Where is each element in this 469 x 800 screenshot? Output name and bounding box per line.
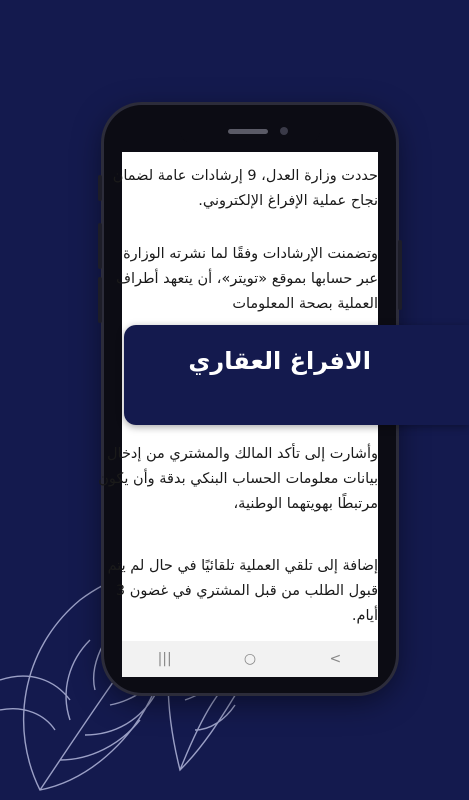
android-nav-bar bbox=[122, 641, 378, 677]
article-paragraph: وأشارت إلى تأكد المالك والمشتري من إدخال بيانات معلومات الحساب البنكي بدقة وأن يكون مرتبطًا بهويتهما الوطنية، bbox=[98, 446, 378, 512]
side-button-right bbox=[398, 240, 402, 310]
article-paragraph: حددت وزارة العدل، 9 إرشادات عامة لضمان نجاح عملية الإفراغ الإلكتروني. bbox=[112, 168, 378, 209]
back-button[interactable]: < bbox=[329, 651, 342, 667]
notch bbox=[180, 122, 320, 144]
article-paragraph: وتضمنت الإرشادات وفقًا لما نشرته الوزارة عبر حسابها بموقع «تويتر»، أن يتعهد أطراف العملية بصحة المعلومات bbox=[115, 246, 378, 312]
camera-icon bbox=[280, 127, 288, 135]
title-banner bbox=[124, 325, 469, 425]
article-paragraph: إضافة إلى تلقي العملية تلقائيًا في حال لم يتم قبول الطلب من قبل المشتري في غضون 3 أيام. bbox=[107, 558, 378, 624]
home-button[interactable]: ○ bbox=[243, 651, 257, 667]
status-bar bbox=[122, 122, 378, 152]
recents-button[interactable]: ||| bbox=[157, 651, 172, 667]
speaker-icon bbox=[228, 129, 268, 134]
banner-title: الافراغ العقاري bbox=[188, 347, 371, 375]
